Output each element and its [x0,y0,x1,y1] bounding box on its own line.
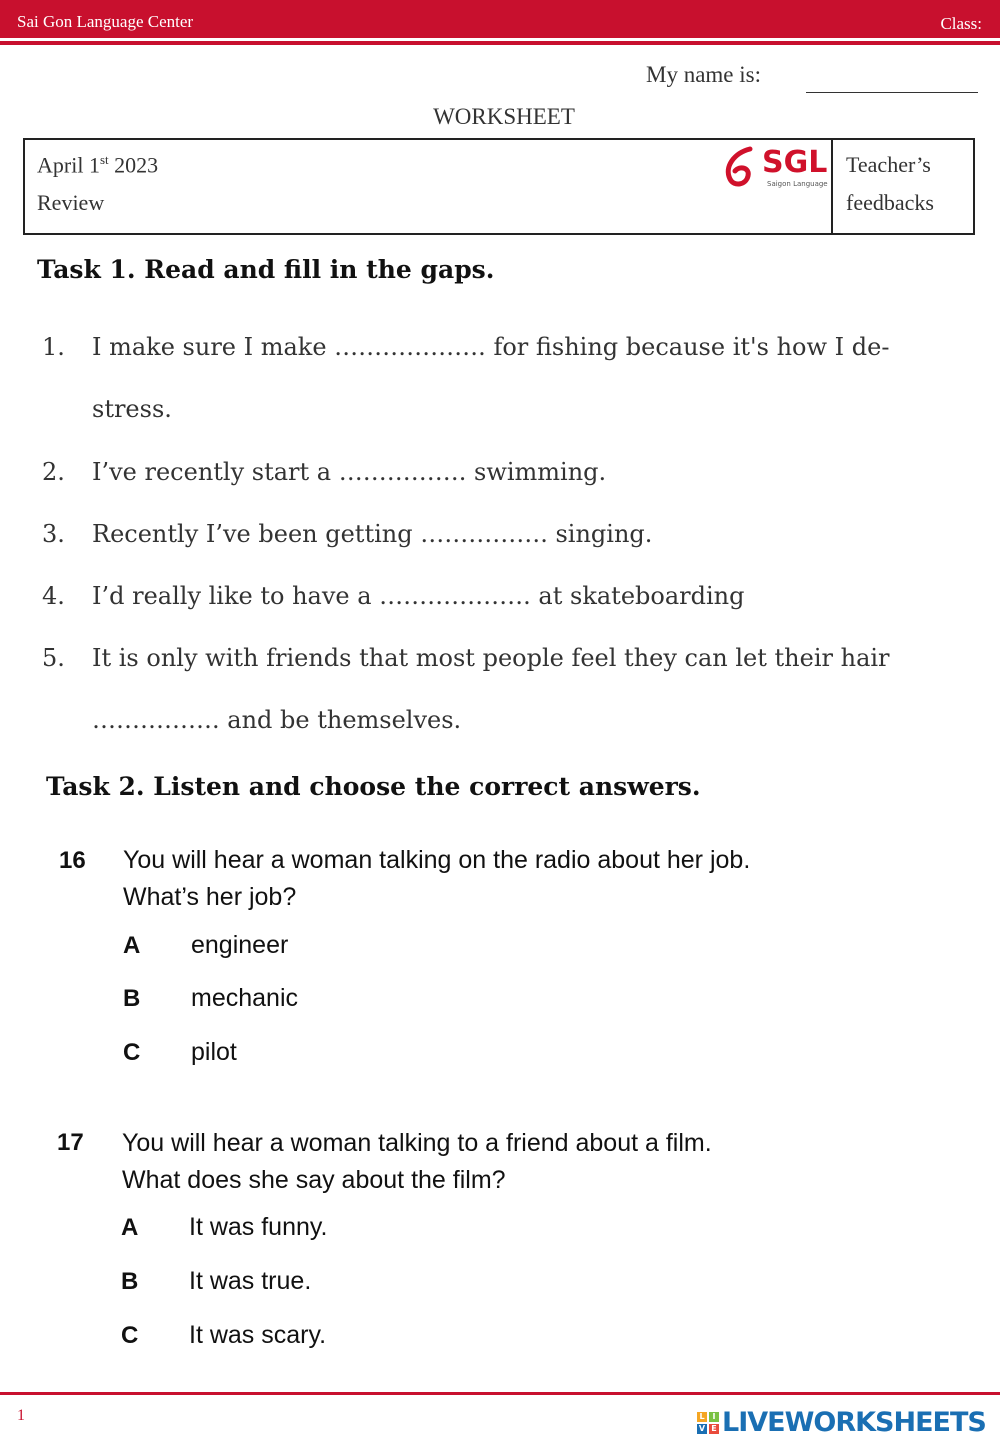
task1-item-num: 1. [42,333,65,361]
name-blank-line[interactable] [806,92,978,93]
header-divider [0,41,1000,45]
option-text[interactable]: mechanic [191,984,298,1012]
task1-item-num: 4. [42,582,65,610]
logo-text: SGL [762,145,828,180]
logo-block: L [697,1412,707,1422]
task2-title: Task 2. Listen and choose the correct answers. [46,772,701,801]
liveworksheets-logo-icon [697,1412,719,1434]
liveworksheets-logo[interactable] [697,1407,986,1438]
date-day: April 1 [37,152,100,178]
option-text[interactable]: It was true. [189,1267,312,1295]
option-letter[interactable]: B [121,1268,139,1295]
option-text[interactable]: It was funny. [189,1213,328,1241]
option-letter[interactable]: C [121,1322,139,1349]
logo-subtitle: Saigon Language [767,180,828,188]
info-divider [831,138,833,235]
worksheet-title: WORKSHEET [433,104,575,129]
option-letter[interactable]: C [123,1039,141,1066]
option-letter[interactable]: B [123,985,141,1012]
task1-title: Task 1. Read and fill in the gaps. [37,255,495,284]
task1-item-text[interactable]: I make sure I make ………………. for fishing because it's how I de- [92,333,890,361]
date-year: 2023 [108,152,159,178]
task1-item-text-cont[interactable]: ……………. and be themselves. [92,706,462,734]
task1-item-num: 5. [42,644,65,672]
name-label: My name is: [646,62,761,87]
logo-block: V [698,1423,706,1433]
center-name: Sai Gon Language Center [17,12,194,31]
date-suffix: st [99,152,109,167]
task1-item-text[interactable]: Recently I’ve been getting ……………. singing. [92,520,653,548]
question-number: 16 [59,847,86,874]
question-prompt: What’s her job? [123,883,297,911]
task1-item-text: It is only with friends that most people feel they can let their hair [92,644,890,672]
task1-item-text-cont: stress. [92,395,172,423]
question-number: 17 [57,1129,84,1156]
question-text: You will hear a woman talking on the radio about her job. [123,846,751,874]
task1-item-num: 2. [42,458,65,486]
lesson-label: Review [37,190,105,215]
option-letter[interactable]: A [121,1214,139,1241]
task1-item-text[interactable]: I’d really like to have a ………………. at skateboarding [92,582,745,610]
logo-block: I [709,1412,719,1422]
liveworksheets-brand: LIVEWORKSHEETS [722,1407,986,1438]
option-letter[interactable]: A [123,932,141,959]
question-text: You will hear a woman talking to a friend about a film. [122,1129,712,1157]
date [37,152,158,178]
feedback-label-line1: Teacher’s [846,152,931,177]
question-prompt: What does she say about the film? [122,1166,506,1194]
feedback-label-line2: feedbacks [846,190,934,215]
logo-block: E [709,1424,719,1434]
page-number: 1 [17,1407,25,1424]
option-text[interactable]: pilot [191,1038,237,1066]
task1-item-num: 3. [42,520,65,548]
task1-item-text[interactable]: I’ve recently start a ……………. swimming. [92,458,607,486]
class-label: Class: [940,14,982,33]
footer-divider [0,1392,1000,1395]
option-text[interactable]: It was scary. [189,1321,327,1349]
option-text[interactable]: engineer [191,931,289,959]
